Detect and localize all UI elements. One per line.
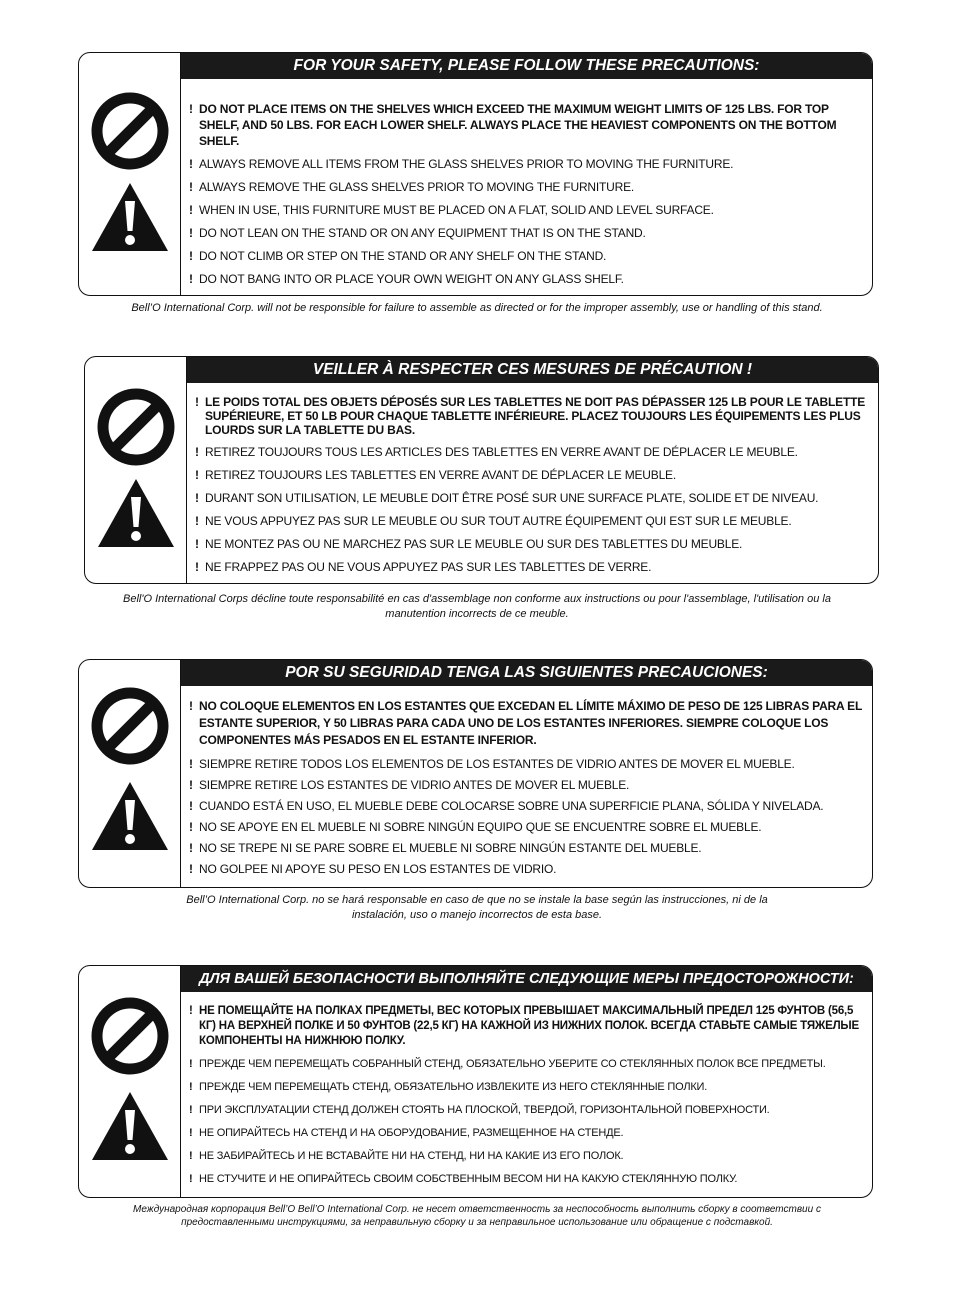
list-item: ! NE FRAPPEZ PAS OU NE VOUS APPUYEZ PAS SUR LES TABLETTES DE VERRE. — [195, 560, 652, 574]
list-item: ! ПРИ ЭКСПЛУАТАЦИИ СТЕНД ДОЛЖЕН СТОЯТЬ НА ПЛОСКОЙ, ТВЕРДОЙ, ГОРИЗОНТАЛЬНОЙ ПОВЕРХНОСТИ. — [189, 1104, 770, 1116]
prohibition-icon — [90, 91, 170, 171]
warning-icon — [90, 1090, 170, 1162]
precaution-list — [189, 101, 862, 294]
list-item: ! ПРЕЖДЕ ЧЕМ ПЕРЕМЕЩАТЬ СОБРАННЫЙ СТЕНД, ОБЯЗАТЕЛЬНО УБЕРИТЕ СО СТЕКЛЯННЫХ ПОЛОК ВСЕ ПРЕДМЕТЫ. — [189, 1058, 826, 1070]
precaution-panel-ru — [78, 965, 873, 1198]
precaution-panel-es — [78, 659, 873, 888]
prohibition-icon — [96, 387, 176, 467]
list-item: ! SIEMPRE RETIRE TODOS LOS ELEMENTOS DE LOS ESTANTES DE VIDRIO ANTES DE MOVER EL MUEBLE. — [189, 757, 795, 771]
precaution-list — [189, 1004, 862, 1194]
list-item: ! НЕ ЗАБИРАЙТЕСЬ И НЕ ВСТАВАЙТЕ НИ НА СТЕНД, НИ НА КАКИЕ ИЗ ЕГО ПОЛОК. — [189, 1150, 624, 1162]
disclaimer-note: Международная корпорация Bell’O Bell’O International Corp. не несет ответственность за неспособность выполнить сборку в соответствии с предоставленными инструкциями, за неправильную сборку и за неправильное использование или обращение с подставкой. — [133, 1204, 821, 1228]
disclaimer-note: Bell'O International Corps décline toute responsabilité en cas d'assemblage non conforme aux instructions ou pour l'assemblage, l'utilisation ou la manutention incorrects de ce meuble. — [123, 593, 831, 620]
precaution-panel-fr — [84, 356, 879, 584]
list-item: ! NE MONTEZ PAS OU NE MARCHEZ PAS SUR LE MEUBLE OU SUR DES TABLETTES DU MEUBLE. — [195, 537, 743, 551]
list-item: ! НЕ СТУЧИТЕ И НЕ ОПИРАЙТЕСЬ СВОИМ СОБСТВЕННЫМ ВЕСОМ НИ НА КАКУЮ СТЕКЛЯННУЮ ПОЛКУ. — [189, 1173, 738, 1185]
precaution-list — [195, 395, 868, 582]
prohibition-icon — [90, 996, 170, 1076]
list-item: ! НЕ ОПИРАЙТЕСЬ НА СТЕНД И НА ОБОРУДОВАНИЕ, РАЗМЕЩЕННОЕ НА СТЕНДЕ. — [189, 1127, 624, 1139]
list-item: ! RETIREZ TOUJOURS LES TABLETTES EN VERRE AVANT DE DÉPLACER LE MEUBLE. — [195, 468, 676, 482]
list-item: ! DO NOT CLIMB OR STEP ON THE STAND OR ANY SHELF ON THE STAND. — [189, 249, 607, 263]
list-item: ! ALWAYS REMOVE THE GLASS SHELVES PRIOR TO MOVING THE FURNITURE. — [189, 180, 635, 194]
icon-column — [79, 53, 181, 295]
list-item: ! NO SE TREPE NI SE PARE SOBRE EL MUEBLE NI SOBRE NINGÚN ESTANTE DEL MUEBLE. — [189, 841, 702, 855]
warning-icon — [96, 477, 176, 549]
list-item: ! ПРЕЖДЕ ЧЕМ ПЕРЕМЕЩАТЬ СТЕНД, ОБЯЗАТЕЛЬНО ИЗВЛЕКИТЕ ИЗ НЕГО СТЕКЛЯННЫЕ ПОЛКИ. — [189, 1081, 708, 1093]
section-header: POR SU SEGURIDAD TENGA LAS SIGUIENTES PRECAUCIONES: — [181, 660, 872, 686]
list-item: ! SIEMPRE RETIRE LOS ESTANTES DE VIDRIO ANTES DE MOVER EL MUEBLE. — [189, 778, 630, 792]
disclaimer-note: Bell’O International Corp. no se hará responsable en caso de que no se instale la base según las instrucciones, ni de la instalación, uso o manejo incorrectos de esta base. — [186, 894, 768, 921]
list-item: ! NE VOUS APPUYEZ PAS SUR LE MEUBLE OU SUR TOUT AUTRE ÉQUIPEMENT QUI EST SUR LE MEUBLE. — [195, 514, 792, 528]
warning-icon — [90, 181, 170, 253]
list-item: ! WHEN IN USE, THIS FURNITURE MUST BE PLACED ON A FLAT, SOLID AND LEVEL SURFACE. — [189, 203, 714, 217]
disclaimer-note: Bell’O International Corp. will not be responsible for failure to assemble as directed or for the improper assembly, use or handling of this stand. — [131, 302, 823, 314]
list-item: ! НЕ ПОМЕЩАЙТЕ НА ПОЛКАХ ПРЕДМЕТЫ, ВЕС КОТОРЫХ ПРЕВЫШАЕТ МАКСИМАЛЬНЫЙ ПРЕДЕЛ 125 ФУНТОВ (56,5 КГ) НА ВЕРХНЕЙ ПОЛКЕ И 50 ФУНТОВ (22,5 КГ) НА КАЖНОЙ ИЗ НИЖНИХ ПОЛОК. ВСЕГДА СТАВЬТЕ САМЫЕ ТЯЖЕЛЫЕ КОМПОНЕНТЫ НА НИЖНЮЮ ПОЛКУ. — [189, 1005, 859, 1047]
list-item: ! LE POIDS TOTAL DES OBJETS DÉPOSÉS SUR LES TABLETTES NE DOIT PAS DÉPASSER 125 LB POUR LE TABLETTE SUPÉRIEURE, ET 50 LB POUR CHAQUE TABLETTE INFÉRIEURE. PLACEZ TOUJOURS LES ÉQUIPEMENTS LES PLUS LOURDS SUR LA TABLETTE DU BAS. — [195, 395, 866, 437]
list-item: ! CUANDO ESTÁ EN USO, EL MUEBLE DEBE COLOCARSE SOBRE UNA SUPERFICIE PLANA, SÓLIDA Y NIVELADA. — [189, 799, 824, 813]
list-item: ! DURANT SON UTILISATION, LE MEUBLE DOIT ÊTRE POSÉ SUR UNE SURFACE PLATE, SOLIDE ET DE NIVEAU. — [195, 491, 819, 505]
list-item: ! DO NOT LEAN ON THE STAND OR ON ANY EQUIPMENT THAT IS ON THE STAND. — [189, 226, 646, 240]
precaution-panel-en — [78, 52, 873, 296]
list-item: ! RETIREZ TOUJOURS TOUS LES ARTICLES DES TABLETTES EN VERRE AVANT DE DÉPLACER LE MEUBLE. — [195, 445, 798, 459]
section-header: FOR YOUR SAFETY, PLEASE FOLLOW THESE PRECAUTIONS: — [181, 53, 872, 79]
warning-icon — [90, 780, 170, 852]
list-item: ! ALWAYS REMOVE ALL ITEMS FROM THE GLASS SHELVES PRIOR TO MOVING THE FURNITURE. — [189, 157, 734, 171]
precaution-list — [189, 698, 862, 882]
icon-column — [85, 357, 187, 583]
icon-column — [79, 660, 181, 887]
list-item: ! DO NOT BANG INTO OR PLACE YOUR OWN WEIGHT ON ANY GLASS SHELF. — [189, 272, 624, 286]
section-header: VEILLER À RESPECTER CES MESURES DE PRÉCAUTION ! — [187, 357, 878, 383]
list-item: ! DO NOT PLACE ITEMS ON THE SHELVES WHICH EXCEED THE MAXIMUM WEIGHT LIMITS OF 125 LBS. FOR TOP SHELF, AND 50 LBS. FOR EACH LOWER SHELF. ALWAYS PLACE THE HEAVIEST COMPONENTS ON THE BOTTOM SHELF. — [189, 102, 837, 148]
section-header: ДЛЯ ВАШЕЙ БЕЗОПАСНОСТИ ВЫПОЛНЯЙТЕ СЛЕДУЮЩИЕ МЕРЫ ПРЕДОСТОРОЖНОСТИ: — [181, 966, 872, 992]
list-item: ! NO COLOQUE ELEMENTOS EN LOS ESTANTES QUE EXCEDAN EL LÍMITE MÁXIMO DE PESO DE 125 LIBRAS PARA EL ESTANTE SUPERIOR, Y 50 LIBRAS PARA CADA UNO DE LOS ESTANTES INFERIORES. SIEMPRE COLOQUE LOS COMPONENTES MÁS PESADOS EN EL ESTANTE INFERIOR. — [189, 699, 862, 747]
list-item: ! NO GOLPEE NI APOYE SU PESO EN LOS ESTANTES DE VIDRIO. — [189, 862, 557, 876]
prohibition-icon — [90, 686, 170, 766]
list-item: ! NO SE APOYE EN EL MUEBLE NI SOBRE NINGÚN EQUIPO QUE SE ENCUENTRE SOBRE EL MUEBLE. — [189, 820, 762, 834]
icon-column — [79, 966, 181, 1197]
